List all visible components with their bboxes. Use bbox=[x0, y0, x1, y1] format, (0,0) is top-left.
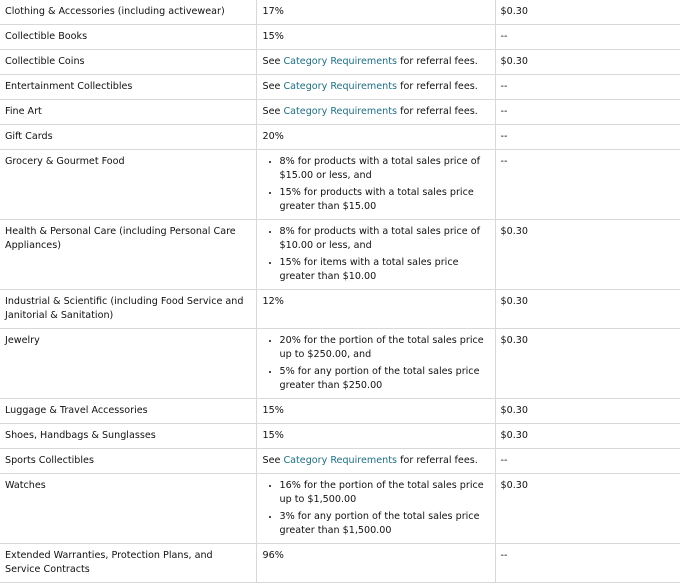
table-row bbox=[0, 329, 680, 399]
fee-tier-list bbox=[263, 479, 490, 538]
table-row bbox=[0, 290, 680, 329]
see-text: See bbox=[262, 81, 284, 92]
table-row bbox=[0, 220, 680, 290]
minimum-fee-cell: $0.30 bbox=[495, 290, 680, 329]
table-row bbox=[0, 150, 680, 220]
minimum-fee-cell: -- bbox=[495, 125, 680, 150]
table-row bbox=[0, 399, 680, 424]
category-cell: Luggage & Travel Accessories bbox=[0, 399, 256, 424]
table-row bbox=[0, 125, 680, 150]
minimum-fee-cell: $0.30 bbox=[495, 0, 680, 25]
table-row bbox=[0, 544, 680, 583]
minimum-fee-cell: $0.30 bbox=[495, 474, 680, 544]
minimum-fee-cell: -- bbox=[495, 544, 680, 583]
minimum-fee-cell: -- bbox=[495, 25, 680, 50]
category-cell: Collectible Books bbox=[0, 25, 256, 50]
table-row bbox=[0, 75, 680, 100]
for-referral-fees-text: for referral fees. bbox=[397, 81, 478, 92]
referral-fee-cell bbox=[256, 474, 495, 544]
category-cell: Industrial & Scientific (including Food Service and Janitorial & Sanitation) bbox=[0, 290, 256, 329]
for-referral-fees-text: for referral fees. bbox=[397, 56, 478, 67]
category-cell: Sports Collectibles bbox=[0, 449, 256, 474]
fee-tier-item: • 8% for products with a total sales price of $10.00 or less, and bbox=[280, 225, 490, 253]
referral-fee-cell bbox=[256, 100, 495, 125]
category-cell: Clothing & Accessories (including activewear) bbox=[0, 0, 256, 25]
referral-fee-cell: 17% bbox=[256, 0, 495, 25]
fee-tier-item: • 8% for products with a total sales price of $15.00 or less, and bbox=[280, 155, 490, 183]
table-row bbox=[0, 449, 680, 474]
for-referral-fees-text: for referral fees. bbox=[397, 106, 478, 117]
table-row bbox=[0, 50, 680, 75]
minimum-fee-cell: $0.30 bbox=[495, 424, 680, 449]
fee-tier-item: • 3% for any portion of the total sales price greater than $1,500.00 bbox=[280, 510, 490, 538]
referral-fee-cell: 12% bbox=[256, 290, 495, 329]
category-requirements-link[interactable]: Category Requirements bbox=[283, 106, 398, 117]
fee-tier-item: • 20% for the portion of the total sales price up to $250.00, and bbox=[280, 334, 490, 362]
minimum-fee-cell: -- bbox=[495, 75, 680, 100]
fee-tier-list bbox=[263, 334, 490, 393]
category-cell: Gift Cards bbox=[0, 125, 256, 150]
for-referral-fees-text: for referral fees. bbox=[397, 455, 478, 466]
referral-fee-cell: 15% bbox=[256, 424, 495, 449]
see-text: See bbox=[262, 56, 284, 67]
category-cell: Collectible Coins bbox=[0, 50, 256, 75]
category-cell: Grocery & Gourmet Food bbox=[0, 150, 256, 220]
category-requirements-link[interactable]: Category Requirements bbox=[283, 56, 398, 67]
minimum-fee-cell: $0.30 bbox=[495, 220, 680, 290]
minimum-fee-cell: $0.30 bbox=[495, 329, 680, 399]
category-cell: Entertainment Collectibles bbox=[0, 75, 256, 100]
category-cell: Jewelry bbox=[0, 329, 256, 399]
table-row bbox=[0, 0, 680, 25]
minimum-fee-cell: $0.30 bbox=[495, 399, 680, 424]
fee-tier-item: • 5% for any portion of the total sales price greater than $250.00 bbox=[280, 365, 490, 393]
see-text: See bbox=[262, 455, 284, 466]
minimum-fee-cell: $0.30 bbox=[495, 50, 680, 75]
table-row bbox=[0, 474, 680, 544]
referral-fee-cell bbox=[256, 75, 495, 100]
fee-tier-list bbox=[263, 225, 490, 284]
fee-tier-item: • 16% for the portion of the total sales price up to $1,500.00 bbox=[280, 479, 490, 507]
table-row bbox=[0, 100, 680, 125]
referral-fee-cell bbox=[256, 449, 495, 474]
table-row bbox=[0, 424, 680, 449]
see-text: See bbox=[262, 106, 284, 117]
referral-fee-cell bbox=[256, 329, 495, 399]
minimum-fee-cell: -- bbox=[495, 449, 680, 474]
referral-fee-cell: 15% bbox=[256, 399, 495, 424]
category-cell: Fine Art bbox=[0, 100, 256, 125]
fee-tier-list bbox=[263, 155, 490, 214]
referral-fee-cell bbox=[256, 50, 495, 75]
referral-fee-cell bbox=[256, 150, 495, 220]
referral-fee-cell: 15% bbox=[256, 25, 495, 50]
category-cell: Health & Personal Care (including Personal Care Appliances) bbox=[0, 220, 256, 290]
referral-fee-cell: 96% bbox=[256, 544, 495, 583]
referral-fee-cell bbox=[256, 220, 495, 290]
category-cell: Extended Warranties, Protection Plans, and Service Contracts bbox=[0, 544, 256, 583]
fee-tier-item: • 15% for items with a total sales price greater than $10.00 bbox=[280, 256, 490, 284]
referral-fee-cell: 20% bbox=[256, 125, 495, 150]
category-requirements-link[interactable]: Category Requirements bbox=[283, 81, 398, 92]
category-requirements-link[interactable]: Category Requirements bbox=[283, 455, 398, 466]
category-cell: Shoes, Handbags & Sunglasses bbox=[0, 424, 256, 449]
table-row bbox=[0, 25, 680, 50]
minimum-fee-cell: -- bbox=[495, 150, 680, 220]
fee-tier-item: • 15% for products with a total sales price greater than $15.00 bbox=[280, 186, 490, 214]
category-cell: Watches bbox=[0, 474, 256, 544]
minimum-fee-cell: -- bbox=[495, 100, 680, 125]
